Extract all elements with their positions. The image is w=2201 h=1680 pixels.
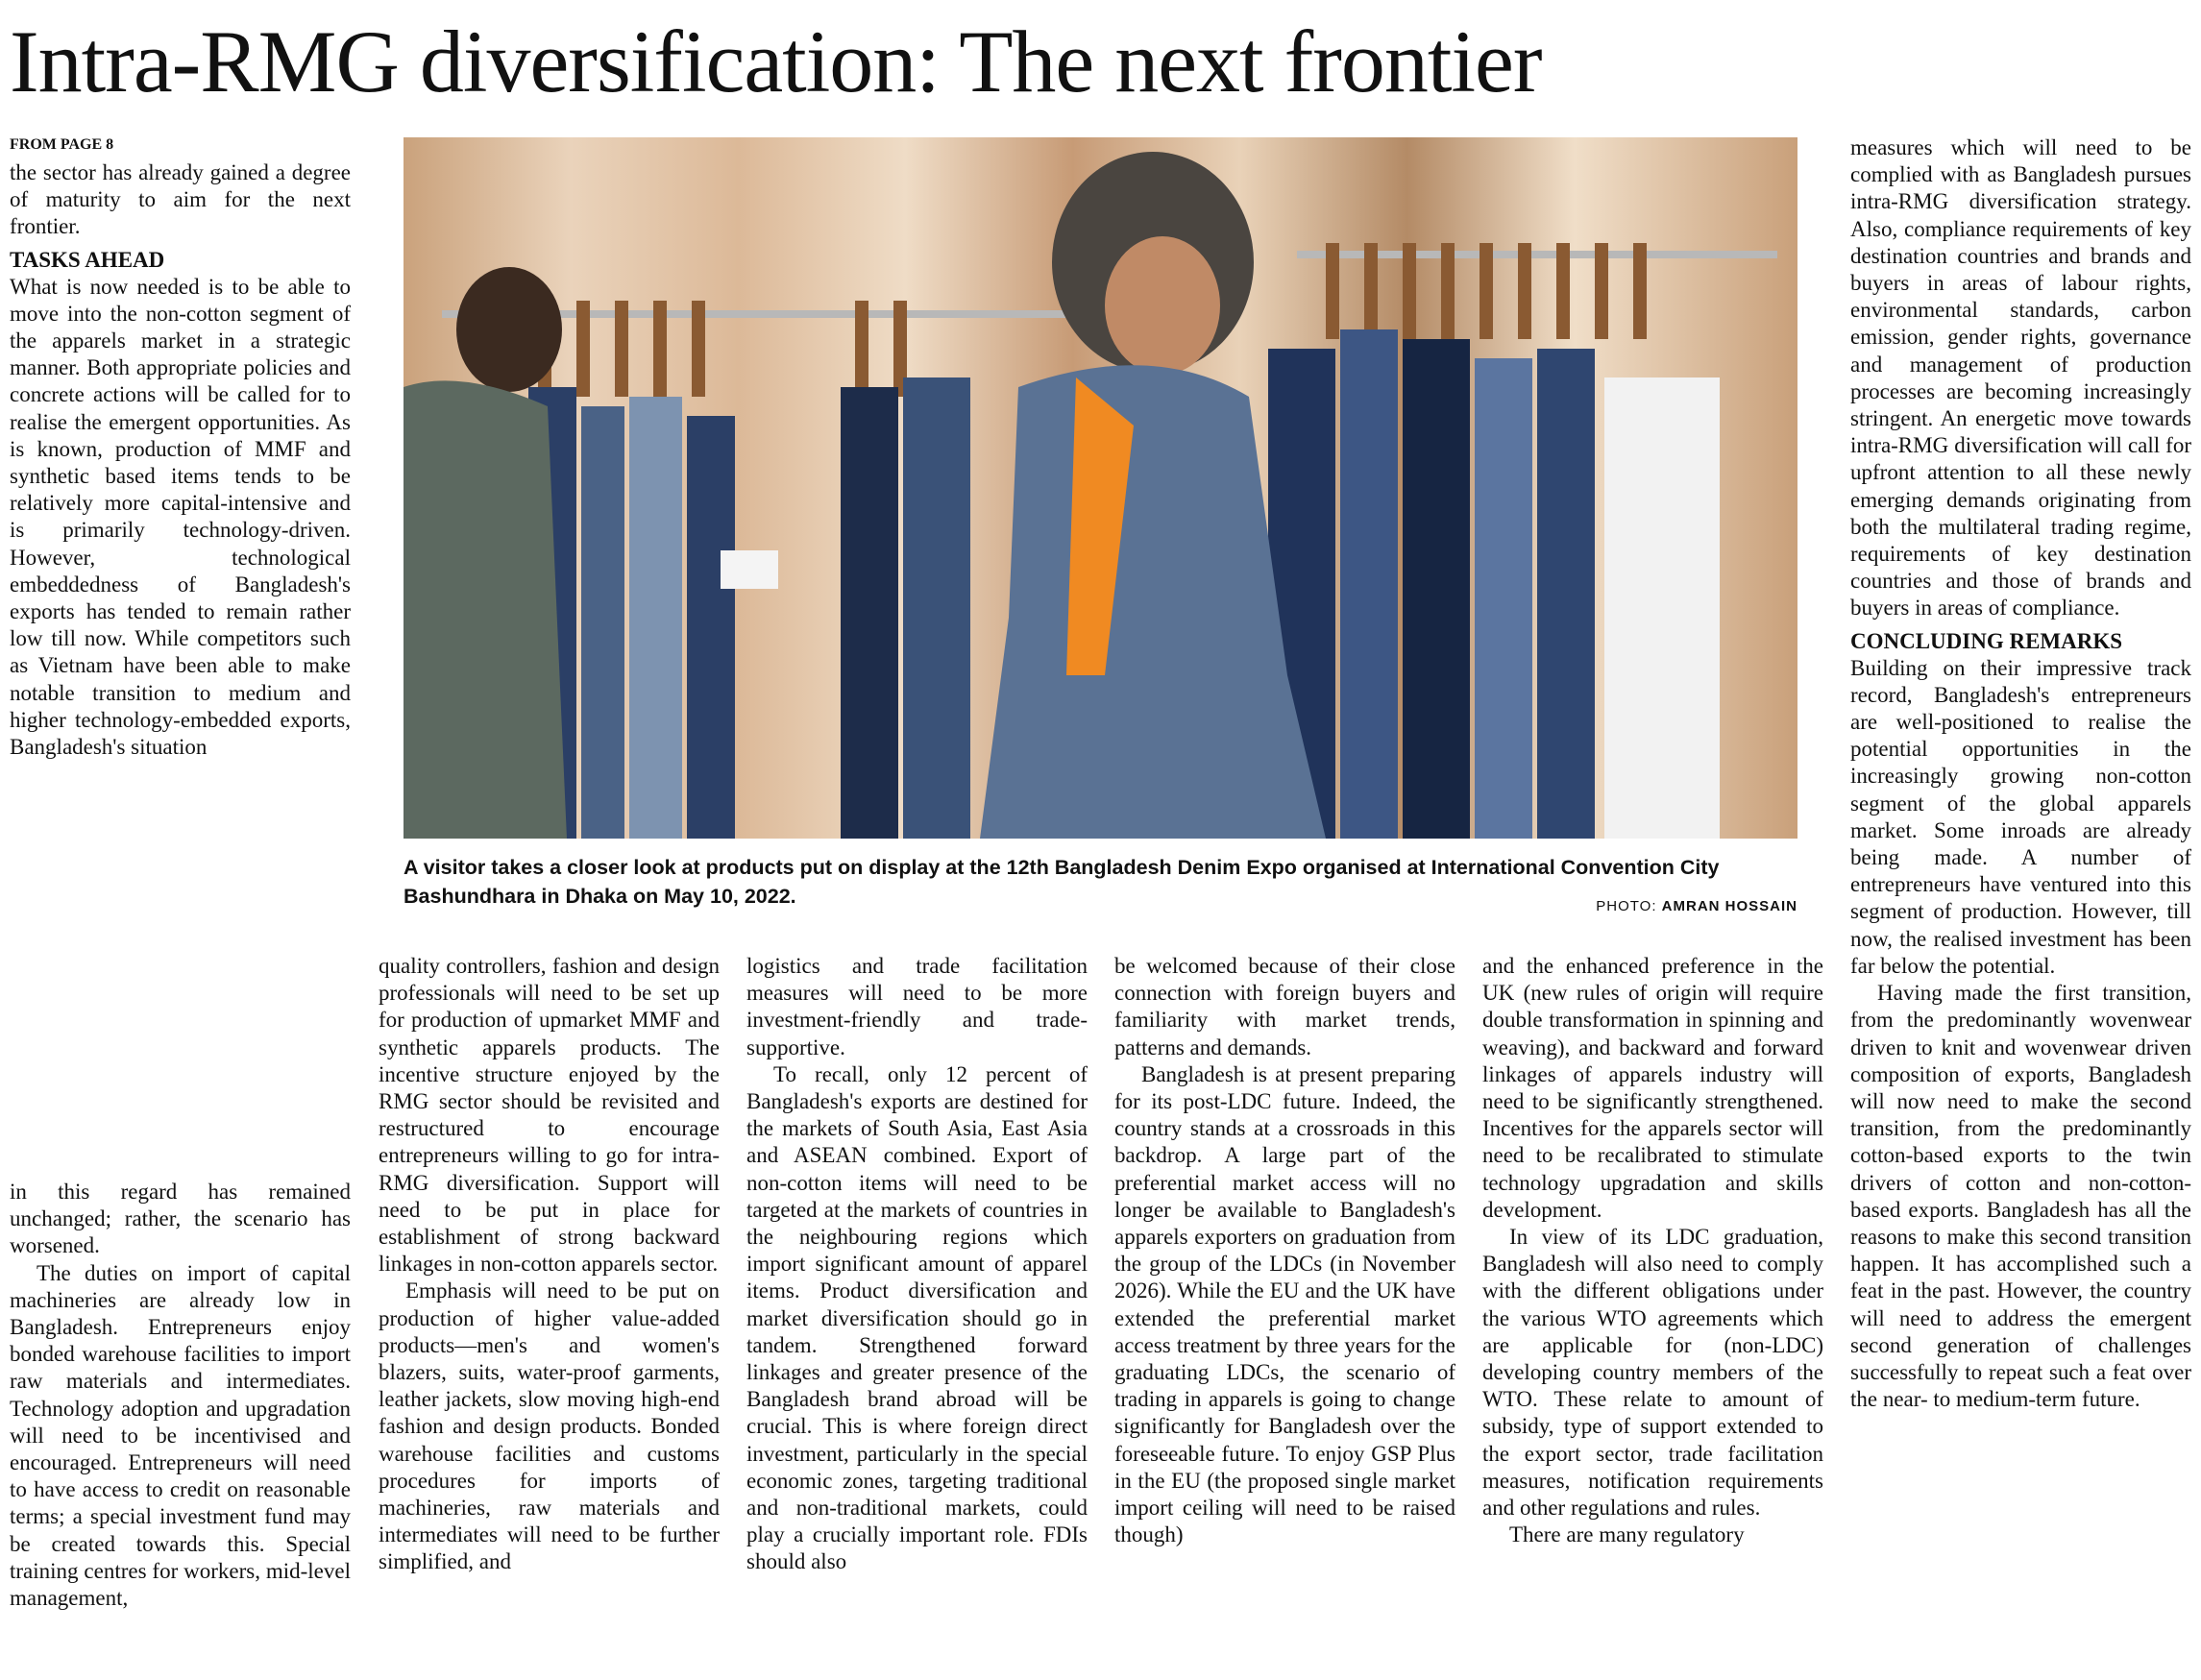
paragraph: quality controllers, fashion and design professionals will need to be set up for production of upmarket MMF and synthetic apparels products. The incentive structure enjoyed by the RMG sector should be revisited and restructured to encourage entrepreneurs willing to go for intra-RMG diversification. Support will need to be put in place for establishment of strong backward linkages in non-cotton apparels sector. bbox=[379, 954, 720, 1277]
photo-credit bbox=[1596, 898, 1797, 914]
paragraph: logistics and trade facilitation measures will need to be more investment-friendly and trade-supportive. bbox=[746, 954, 1088, 1059]
paragraph: measures which will need to be complied with as Bangladesh pursues intra-RMG diversification strategy. Also, compliance requirements of key destination countries and brands and buyers in areas of labour rights, environmental standards, carbon emission, gender rights, governance and management of production processes are becoming increasingly stringent. An energetic move towards intra-RMG diversification will call for upfront attention to all these newly emerging demands originating from both the multilateral trading regime, requirements of key destination countries and those of brands and buyers in areas of compliance. bbox=[1850, 135, 2191, 621]
paragraph: What is now needed is to be able to move into the non-cotton segment of the apparels market in a strategic manner. Both appropriate policies and concrete actions will be called for to realise the emergent opportunities. As is known, production of MMF and synthetic based items tends to be relatively more capital-intensive and is primarily technology-driven. However, technological embeddedness of Bangladesh's exports has tended to remain rather low till now. While competitors such as Vietnam have been able to make notable transition to medium and higher technology-embedded exports, Bangladesh's situation bbox=[10, 274, 351, 760]
paragraph: Emphasis will need to be put on production of higher value-added products—men's and women's blazers, suits, water-proof garments, leather jackets, slow moving high-end fashion and design products. Bonded warehouse facilities and customs procedures for imports of machineries, raw materials and intermediates will need to be further simplified, and bbox=[379, 1278, 720, 1574]
paragraph: Bangladesh is at present preparing for its post-LDC future. Indeed, the country stands at a crossroads in this backdrop. A large part of the preferential market access will no longer be available to Bangladesh's apparels exporters on graduation from the group of the LDCs (in November 2026). While the EU and the UK have extended the preferential market access treatment by three years for the graduating LDCs, the scenario of trading in apparels is going to change significantly for Bangladesh over the foreseeable future. To enjoy GSP Plus in the EU (the proposed single market import ceiling will need to be raised though) bbox=[1114, 1061, 1455, 1547]
column-5 bbox=[1482, 953, 1823, 1548]
kicker: FROM PAGE 8 bbox=[10, 136, 114, 153]
paragraph: and the enhanced preference in the UK (new rules of origin will require double transformation in spinning and weaving), and backward and forward linkages of apparels industry will need to be significantly strengthened. Incentives for the apparels sector will need to be recalibrated to stimulate technology upgradation and skills development. bbox=[1482, 954, 1823, 1222]
photo-credit-name: AMRAN HOSSAIN bbox=[1661, 898, 1797, 914]
paragraph: Building on their impressive track record, Bangladesh's entrepreneurs are well-positioned to realise the potential opportunities in the increasingly growing non-cotton segment of the global apparels market. Some inroads are already being made. A number of entrepreneurs have ventured into this segment of production. However, till now, the realised investment has been far below the potential. bbox=[1850, 655, 2191, 978]
subhead-tasks-ahead: TASKS AHEAD bbox=[10, 247, 165, 272]
photo-credit-label: PHOTO: bbox=[1596, 898, 1657, 914]
expo-photo bbox=[404, 137, 1797, 839]
paragraph: The duties on import of capital machineries are already low in Bangladesh. Entrepreneurs enjoy bonded warehouse facilities to import raw materials and intermediates. Technology adoption and upgradation will need to be incentivised and encouraged. Entrepreneurs will need to have access to credit on reasonable terms; a special investment fund may be created towards this. Special training centres for workers, mid-level management, bbox=[10, 1260, 351, 1611]
paragraph: be welcomed because of their close connection with foreign buyers and familiarity with market trends, patterns and demands. bbox=[1114, 954, 1455, 1059]
paragraph: Having made the first transition, from the predominantly wovenwear driven to knit and wovenwear driven composition of exports, Bangladesh will now need to make the second transition, from the predominantly cotton-based exports to the twin drivers of cotton and non-cotton-based exports. Bangladesh has all the reasons to make this second transition happen. It has accomplished such a feat in the past. However, the country will need to address the emergent second generation of challenges successfully to repeat such a feat over the near- to medium-term future. bbox=[1850, 981, 2191, 1412]
column-1-top bbox=[10, 134, 351, 761]
paragraph: In view of its LDC graduation, Bangladesh will also need to comply with the different obligations under the various WTO agreements which are applicable for (non-LDC) developing country members of the WTO. These relate to amount of subsidy, type of support extended to the export sector, trade facilitation measures, notification requirements and other regulations and rules. bbox=[1482, 1225, 1823, 1521]
column-3 bbox=[746, 953, 1088, 1576]
paragraph: To recall, only 12 percent of Bangladesh's exports are destined for the markets of South Asia, East Asia and ASEAN combined. Export of non-cotton items will need to be targeted at the markets of countries in the neighbouring regions which import significant amount of apparel items. Product diversification and market diversification should go in tandem. Strengthened forward linkages and greater presence of the Bangladesh brand abroad will be crucial. This is where foreign direct investment, particularly in the special economic zones, targeting traditional and non-traditional markets, could play a crucially important role. FDIs should also bbox=[746, 1061, 1088, 1574]
paragraph: the sector has already gained a degree of maturity to aim for the next frontier. bbox=[10, 160, 351, 239]
headline: Intra-RMG diversification: The next frontier bbox=[10, 12, 1542, 110]
column-2 bbox=[379, 953, 720, 1576]
column-1-bottom bbox=[10, 1179, 351, 1612]
paragraph: in this regard has remained unchanged; rather, the scenario has worsened. bbox=[10, 1180, 351, 1258]
column-4 bbox=[1114, 953, 1455, 1548]
subhead-concluding-remarks: CONCLUDING REMARKS bbox=[1850, 628, 2123, 653]
paragraph: There are many regulatory bbox=[1509, 1522, 1745, 1547]
photo-caption: A visitor takes a closer look at products put on display at the 12th Bangladesh Denim Expo organised at International Convention City Bashundhara in Dhaka on May 10, 2022. bbox=[404, 856, 1720, 908]
column-6 bbox=[1850, 134, 2191, 1413]
